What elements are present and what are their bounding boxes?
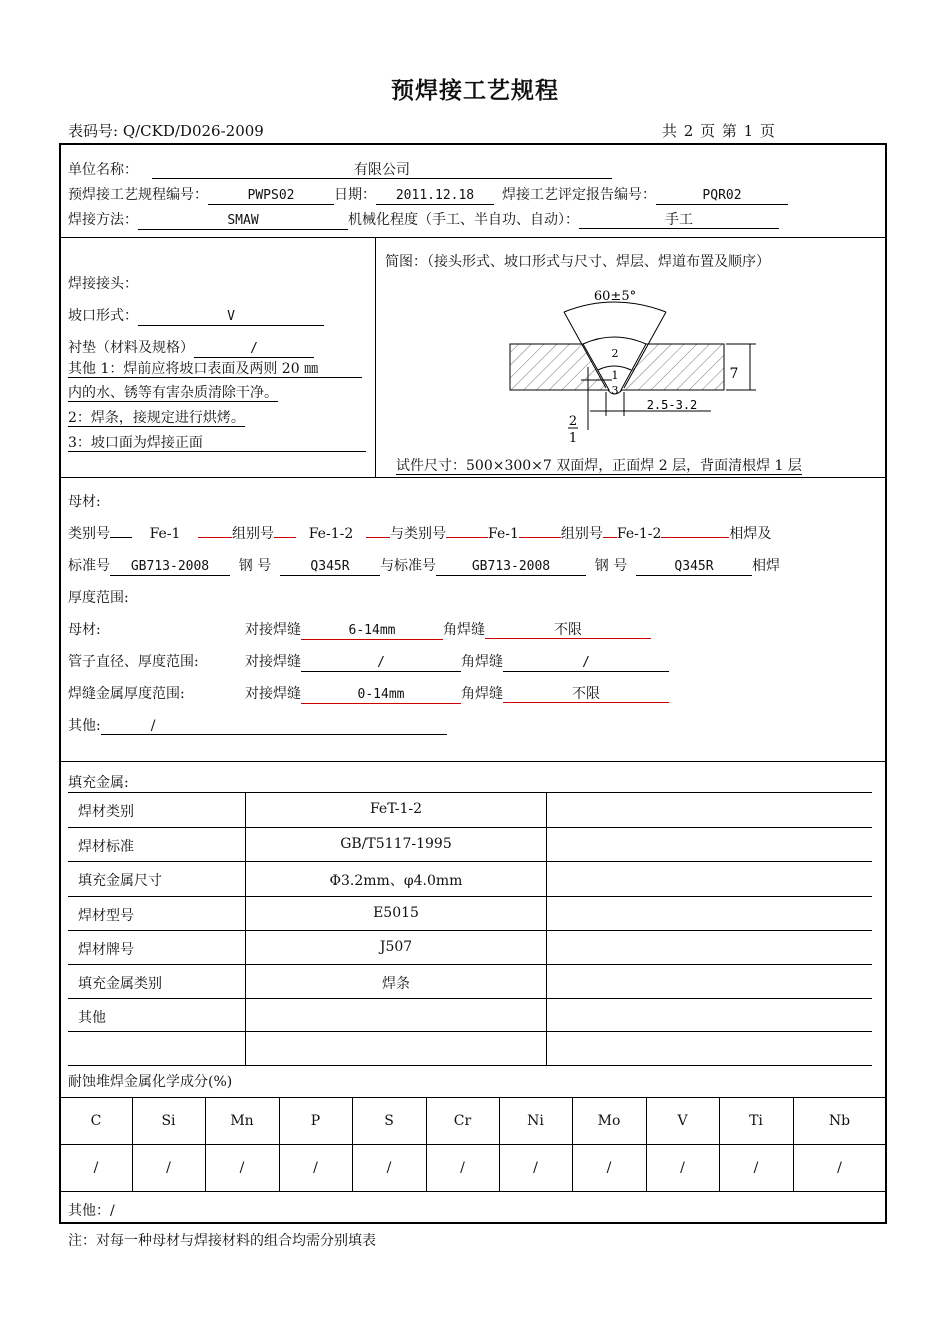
- divider: [59, 1097, 887, 1098]
- wm-fillet-label: 角焊缝: [461, 686, 503, 702]
- layer-1-label: 1: [611, 369, 619, 382]
- chem-header: Cr: [453, 1113, 472, 1129]
- chem-header: C: [90, 1113, 102, 1129]
- group2-label: 组别号: [560, 526, 603, 542]
- pipe-fillet-label: 角焊缝: [461, 654, 503, 670]
- filler-row-line: [68, 930, 872, 931]
- footnote: 注：对每一种母材与焊接材料的组合均需分别填表: [68, 1233, 376, 1249]
- chem-col-line: [646, 1097, 647, 1191]
- page-title: 预焊接工艺规程: [391, 78, 559, 104]
- divider: [59, 1144, 887, 1145]
- groove-value: V: [138, 309, 324, 326]
- mech-value: 手工: [579, 212, 779, 229]
- divider: [59, 761, 887, 762]
- filler-row-label: 填充金属尺寸: [78, 873, 162, 889]
- filler-row-line: [68, 827, 872, 828]
- wm-butt-label: 对接焊缝: [245, 686, 301, 702]
- specimen-size: 试件尺寸：500×300×7 双面焊，正面焊 2 层，背面清根焊 1 层: [396, 458, 802, 474]
- wm-butt-value: 0-14mm: [301, 687, 461, 704]
- steel2-label: 钢 号: [594, 558, 628, 574]
- fillet-label: 角焊缝: [443, 622, 485, 638]
- steel2-value: Q345R: [636, 559, 752, 576]
- base-other-value: /: [101, 718, 447, 735]
- chem-col-line: [352, 1097, 353, 1191]
- chem-value: /: [386, 1160, 392, 1176]
- fillet-value: 不限: [485, 622, 651, 639]
- pipe-label: 管子直径、厚度范围:: [68, 654, 199, 670]
- layer-3-label: 3: [611, 384, 619, 397]
- unit-value: 有限公司: [152, 162, 612, 179]
- pwps-value: PWPS02: [208, 188, 334, 205]
- filler-row-label: 焊材标准: [78, 839, 134, 855]
- chem-header: P: [310, 1113, 321, 1129]
- date-label: 日期：: [334, 187, 376, 203]
- sketch-title: 简图：（接头形式、坡口形式与尺寸、焊层、焊道布置及顺序）: [385, 254, 770, 270]
- weld-with-label: 相焊及: [729, 526, 772, 542]
- filler-row-label: 焊材类别: [78, 804, 134, 820]
- chem-col-line: [132, 1097, 133, 1191]
- with-category-label: 与类别号: [390, 526, 446, 542]
- filler-row-line: [68, 964, 872, 965]
- groove-label: 坡口形式：: [68, 308, 138, 324]
- filler-row-line: [68, 896, 872, 897]
- chem-header: Mo: [597, 1113, 621, 1129]
- pipe-row: [245, 651, 669, 672]
- base-other-label: 其他:: [68, 718, 101, 734]
- filler-row-line: [68, 1031, 872, 1032]
- method-value: SMAW: [138, 213, 348, 230]
- filler-row-label: 焊材型号: [78, 908, 134, 924]
- with-standard-label: 与标准号: [380, 558, 436, 574]
- root-face-top: 2: [568, 414, 578, 429]
- chem-col-line: [426, 1097, 427, 1191]
- blank-underline: [110, 537, 132, 538]
- filler-col-line: [245, 792, 246, 1065]
- chem-value: /: [239, 1160, 245, 1176]
- filler-row-value: 焊条: [382, 976, 410, 992]
- blank-underline: [274, 537, 296, 538]
- standard-label: 标准号: [68, 558, 110, 574]
- joint-sketch: [376, 270, 884, 450]
- header-row-3: [68, 209, 779, 230]
- method-label: 焊接方法：: [68, 212, 138, 228]
- filler-row-value: GB/T5117-1995: [340, 836, 452, 852]
- group-label: 组别号: [232, 526, 274, 542]
- category-row: [68, 523, 771, 543]
- weld-label: 相焊: [752, 558, 780, 574]
- page-info: 共 2 页 第 1 页: [662, 122, 776, 140]
- divider: [59, 237, 887, 238]
- chem-header: Ti: [749, 1113, 763, 1129]
- standard-row: [68, 555, 780, 576]
- pipe-butt-label: 对接焊缝: [245, 654, 301, 670]
- form-code: 表码号: Q/CKD/D026-2009: [68, 122, 264, 140]
- layer-2-label: 2: [611, 347, 619, 360]
- chem-header: Ni: [527, 1113, 544, 1129]
- chem-value: /: [93, 1160, 99, 1176]
- category-label: 类别号: [68, 526, 110, 542]
- blank-underline: [366, 537, 390, 538]
- filler-row-line: [68, 1065, 872, 1066]
- with-category-value: Fe-1: [488, 526, 519, 542]
- chem-col-line: [572, 1097, 573, 1191]
- date-value: 2011.12.18: [376, 188, 494, 205]
- filler-row-value: FeT-1-2: [369, 801, 423, 817]
- joint-other-4: 3：坡口面为焊接正面: [68, 435, 366, 452]
- category-value: Fe-1: [149, 526, 181, 542]
- chem-value: /: [460, 1160, 465, 1176]
- wm-fillet-value: 不限: [503, 686, 669, 703]
- gap-label: 2.5-3.2: [646, 398, 698, 412]
- blank-underline: [446, 537, 488, 538]
- thickness-range-label: 厚度范围:: [68, 590, 129, 606]
- chem-col-line: [205, 1097, 206, 1191]
- blank-underline: [519, 537, 561, 538]
- chem-value: /: [313, 1160, 318, 1176]
- filler-row-line: [68, 998, 872, 999]
- filler-col-line: [546, 792, 547, 1065]
- chem-header: Mn: [230, 1113, 254, 1129]
- filler-row-value: Φ3.2mm、φ4.0mm: [329, 873, 463, 889]
- chem-value: /: [837, 1160, 842, 1176]
- blank-underline: [198, 537, 232, 538]
- pqr-value: PQR02: [656, 188, 788, 205]
- chem-col-line: [279, 1097, 280, 1191]
- unit-label: 单位名称：: [68, 162, 138, 178]
- chem-col-line: [499, 1097, 500, 1191]
- pipe-fillet-value: /: [503, 655, 669, 672]
- steel-value: Q345R: [280, 559, 380, 576]
- chem-value: /: [753, 1160, 759, 1176]
- joint-title: 焊接接头：: [68, 276, 138, 292]
- chem-value: /: [606, 1160, 612, 1176]
- thickness-label: 7: [729, 366, 739, 382]
- filler-row-value: J507: [379, 939, 413, 955]
- filler-row-line: [68, 792, 872, 793]
- parent-row: [245, 619, 651, 640]
- joint-other-2: 内的水、锈等有害杂质清除干净。: [68, 385, 278, 401]
- header-row-1: [68, 159, 612, 179]
- group-value: Fe-1-2: [308, 526, 354, 542]
- chem-value: /: [166, 1160, 171, 1176]
- parent-label: 母材:: [68, 622, 101, 638]
- butt-label: 对接焊缝: [245, 622, 301, 638]
- base-metal-title: 母材:: [68, 494, 101, 510]
- groove-row: [68, 305, 324, 326]
- blank-underline: [661, 537, 729, 538]
- backing-value: /: [194, 341, 314, 358]
- filler-row-value: E5015: [373, 905, 419, 921]
- base-other-row: [68, 715, 447, 735]
- pqr-label: 焊接工艺评定报告编号：: [502, 187, 656, 203]
- butt-value: 6-14mm: [301, 623, 443, 640]
- right-plate: [621, 344, 724, 390]
- chem-value: /: [533, 1160, 538, 1176]
- weld-metal-row: [245, 683, 669, 704]
- pwps-label: 预焊接工艺规程编号：: [68, 187, 208, 203]
- filler-title: 填充金属:: [68, 775, 129, 791]
- divider: [59, 477, 887, 478]
- filler-row-label: 焊材牌号: [78, 942, 134, 958]
- joint-other-3: 2：焊条，接规定进行烘烤。: [68, 410, 245, 426]
- weld-cap: [583, 337, 646, 344]
- chem-header: V: [677, 1113, 688, 1129]
- chem-value: /: [680, 1160, 685, 1176]
- divider: [59, 1191, 887, 1192]
- chem-col-line: [719, 1097, 720, 1191]
- mech-label: 机械化程度（手工、半自功、自动）：: [348, 212, 579, 228]
- standard2-value: GB713-2008: [436, 559, 586, 576]
- chem-title: 耐蚀堆焊金属化学成分(%): [68, 1074, 233, 1090]
- filler-row-label: 其他: [78, 1010, 106, 1026]
- root-face-bottom: 1: [568, 431, 578, 446]
- group2-value: Fe-1-2: [616, 526, 662, 542]
- filler-row-line: [68, 861, 872, 862]
- chem-header: S: [384, 1113, 394, 1129]
- weld-metal-label: 焊缝金属厚度范围:: [68, 686, 185, 702]
- steel-label: 钢 号: [238, 558, 272, 574]
- chem-header: Si: [161, 1113, 176, 1129]
- chem-header: Nb: [828, 1113, 851, 1129]
- header-row-2: [68, 184, 788, 205]
- angle-label: 60±5°: [593, 289, 637, 304]
- pipe-butt-value: /: [301, 655, 461, 672]
- backing-row: [68, 337, 314, 358]
- joint-other-1: 其他 1：焊前应将坡口表面及两则 20 ㎜: [68, 361, 362, 378]
- backing-label: 衬垫（材料及规格）: [68, 340, 194, 356]
- standard-value: GB713-2008: [110, 559, 230, 576]
- blank-underline: [603, 537, 617, 538]
- chem-col-line: [793, 1097, 794, 1191]
- filler-row-label: 填充金属类别: [78, 976, 162, 992]
- chem-other: 其他：/: [68, 1203, 115, 1219]
